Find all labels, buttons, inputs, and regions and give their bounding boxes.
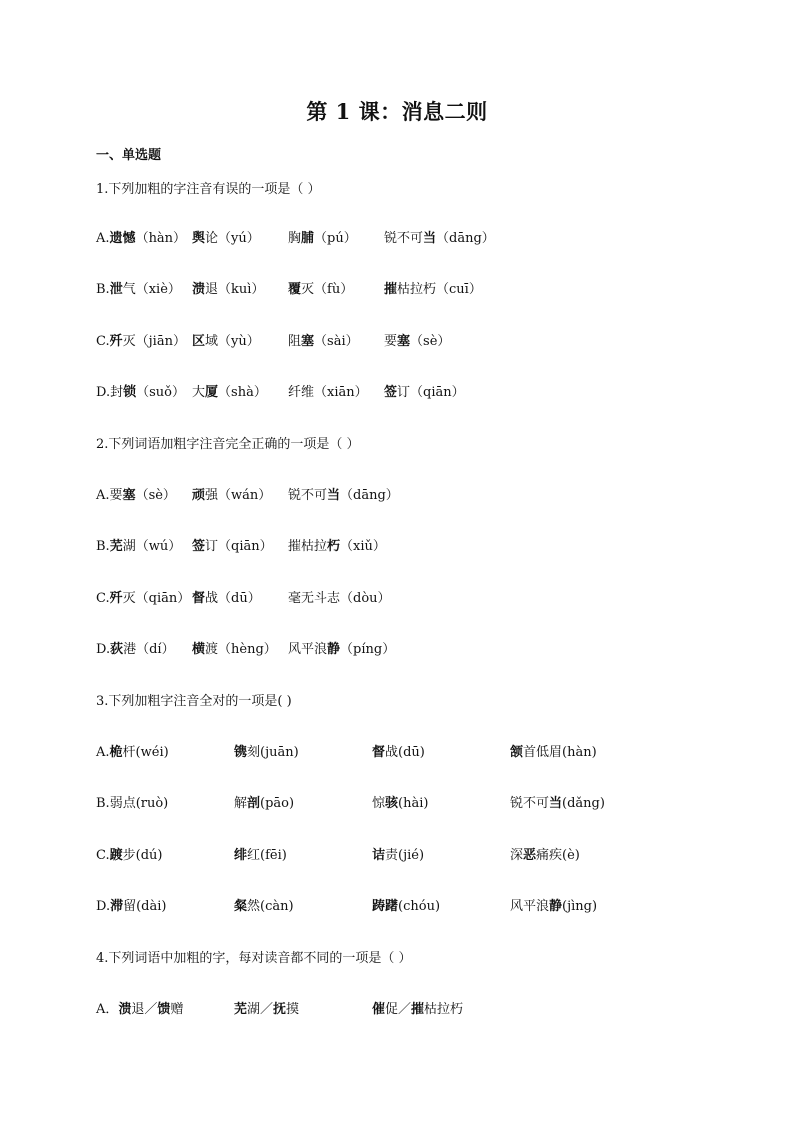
question-2-stem: 2.下列词语加粗字注音完全正确的一项是（ ） — [96, 437, 360, 452]
section-heading: 一、单选题 — [96, 148, 162, 163]
q4-option-a: A．溃退／馈赠 芜湖／抚摸 催促／摧枯拉朽 — [96, 1002, 464, 1017]
q1-option-d: D.封锁（suǒ） 大厦（shà） 纤维（xiān） 签订（qiān） — [96, 385, 465, 400]
q3-option-d: D.滞留(dài) 粲然(càn) 踌躇(chóu) 风平浪静(jìng) — [96, 899, 598, 914]
q2-option-b: B.芜湖（wú） 签订（qiān） 摧枯拉朽（xiǔ） — [96, 539, 386, 554]
q1-option-c: C.歼灭（jiān） 区域（yù） 阻塞（sài） 要塞（sè） — [96, 334, 451, 349]
q2-option-a: A.要塞（sè） 顽强（wán） 锐不可当（dāng） — [96, 488, 399, 503]
q2-option-d: D.荻港（dí） 横渡（hèng） 风平浪静（píng） — [96, 642, 396, 657]
q1-option-b: B.泄气（xiè） 溃退（kuì） 覆灭（fù） 摧枯拉朽（cuī） — [96, 282, 482, 297]
question-4-stem: 4.下列词语中加粗的字，每对读音都不同的一项是（ ） — [96, 951, 412, 966]
q3-option-c: C.踱步(dú) 绯红(fēi) 诘责(jié) 深恶痛疾(è) — [96, 848, 580, 863]
page-title: 第 1 课：消息二则 — [306, 99, 488, 124]
q3-option-a: A.桅杆(wéi) 镌刻(juān) 督战(dū) 颔首低眉(hàn) — [96, 745, 597, 760]
q3-option-b: B.弱点(ruò) 解剖(pāo) 惊骇(hài) 锐不可当(dǎng) — [96, 796, 605, 811]
q1-option-a: A.遗憾（hàn） 舆论（yú） 胸脯（pú） 锐不可当（dāng） — [96, 231, 495, 246]
question-3-stem: 3.下列加粗字注音全对的一项是( ) — [96, 694, 292, 709]
q2-option-c: C.歼灭（qiān） 督战（dū） 毫无斗志（dòu） — [96, 591, 391, 606]
question-1-stem: 1.下列加粗的字注音有误的一项是（ ） — [96, 182, 321, 197]
